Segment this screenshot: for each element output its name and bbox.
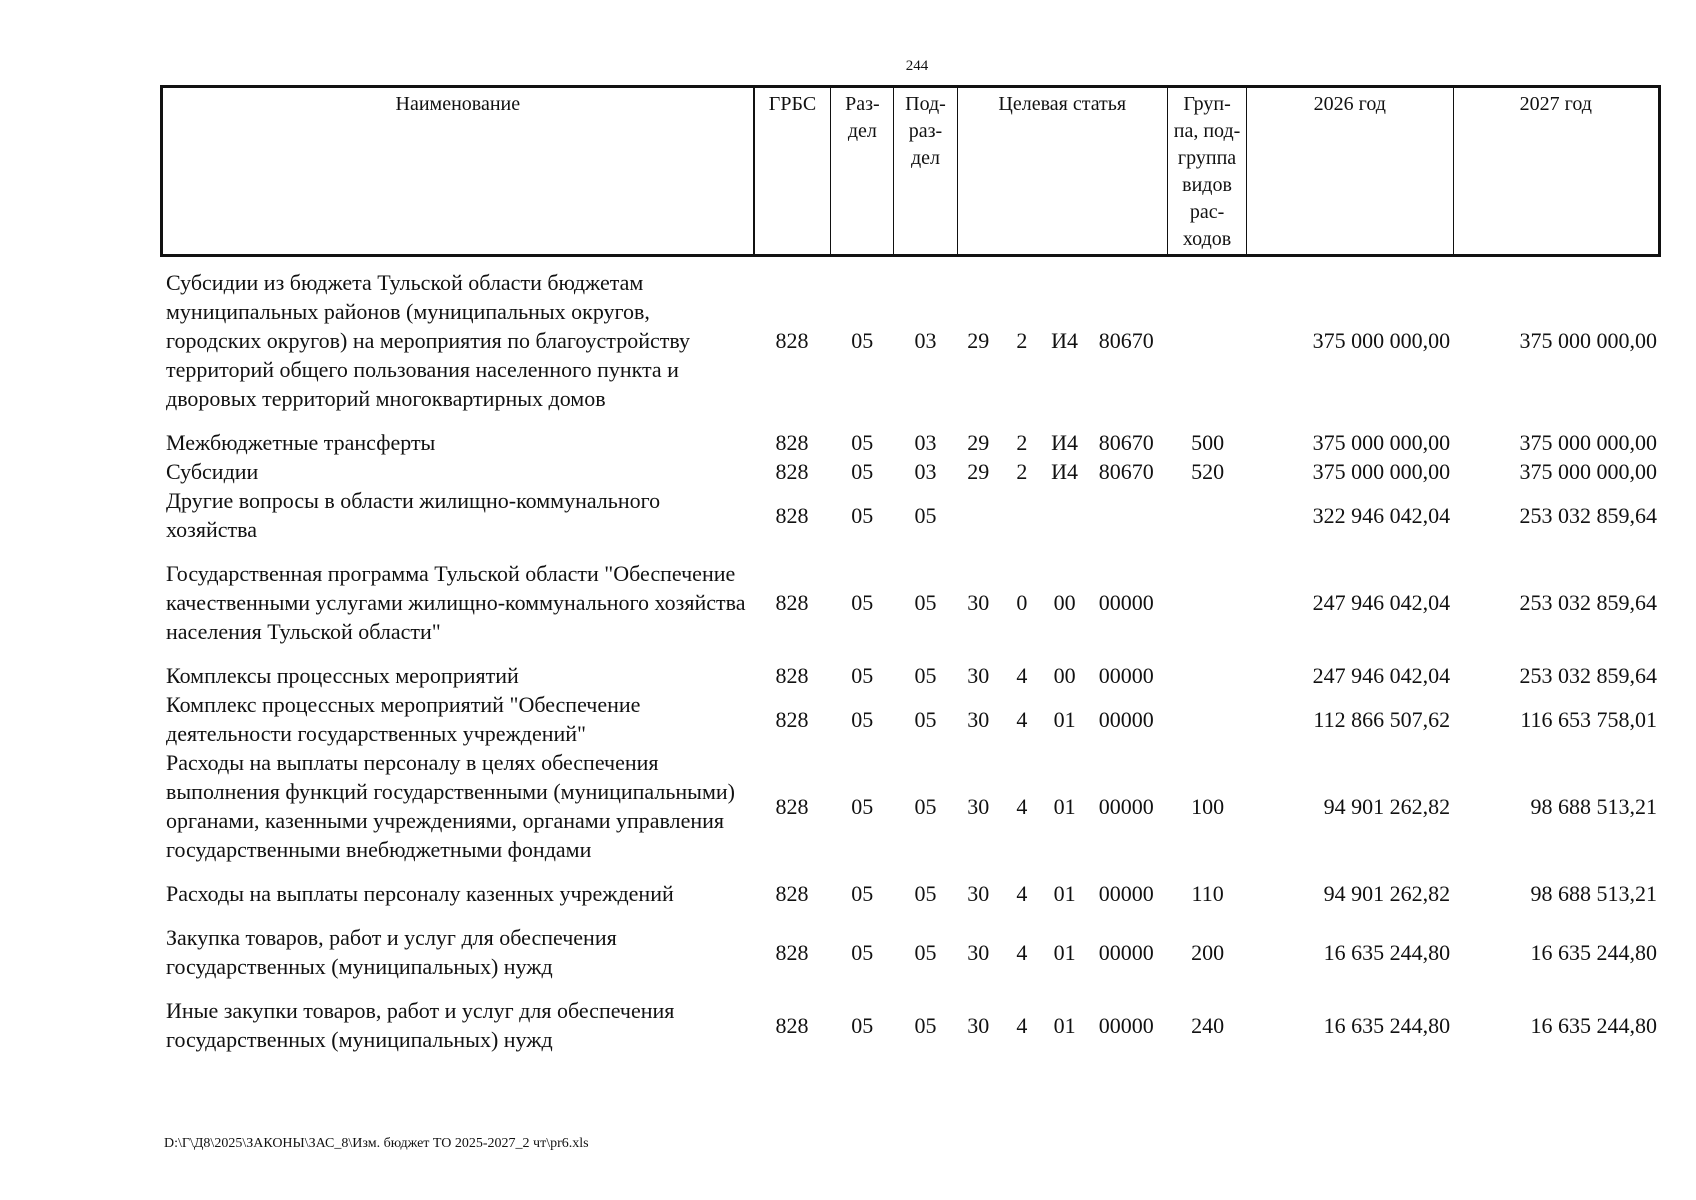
- row-amount-2026: 16 635 244,80: [1323, 939, 1451, 965]
- row-target-type: 2: [1016, 430, 1028, 455]
- row-target-program: 30: [967, 939, 990, 965]
- row-target-program: 30: [967, 663, 990, 688]
- row-target-program: 30: [967, 590, 990, 615]
- header-target-article: [957, 87, 1167, 256]
- row-expense-group: 500: [1191, 430, 1225, 455]
- header-year-2027-label: 2027 год: [1519, 93, 1592, 115]
- header-year-2026-label: 2026 год: [1313, 93, 1386, 115]
- row-subsection: 03: [914, 459, 937, 484]
- row-target-type: 2: [1016, 328, 1028, 353]
- row-expense-group: 200: [1191, 939, 1225, 965]
- table-row: [160, 428, 1661, 457]
- row-target-program: [957, 486, 999, 559]
- row-subsection: 05: [914, 502, 937, 528]
- header-target-article-label: Целевая статья: [998, 93, 1127, 115]
- row-subsection: 05: [914, 706, 937, 732]
- row-section: 05: [851, 663, 874, 688]
- row-grbs: 828: [775, 1012, 809, 1038]
- row-target-subprogram: 01: [1053, 706, 1076, 732]
- row-amount-2027: 253 032 859,64: [1519, 502, 1657, 528]
- row-target-direction: 00000: [1098, 590, 1154, 615]
- header-year-2026: [1247, 87, 1453, 256]
- file-path-footer: D:\Г\Д8\2025\ЗАКОНЫ\ЗАС_8\Изм. бюджет ТО 2025-2027_2 чт\pr6.xls: [164, 1136, 589, 1151]
- row-section: 05: [851, 939, 874, 965]
- row-grbs: 828: [775, 706, 809, 732]
- row-section: 05: [851, 430, 874, 455]
- row-target-direction: 00000: [1098, 793, 1154, 819]
- table-row: [160, 996, 1661, 1054]
- row-target-subprogram: 01: [1053, 939, 1076, 965]
- row-subsection: 05: [914, 939, 937, 965]
- header-section-label: Раз- дел: [845, 93, 880, 142]
- header-subsection: [894, 87, 957, 256]
- row-name: Закупка товаров, работ и услуг для обеспечения государственных (муниципальных) нужд: [166, 925, 617, 979]
- header-name-label: Наименование: [395, 93, 521, 115]
- row-target-program: 29: [967, 430, 990, 455]
- row-section: 05: [851, 328, 874, 353]
- table-row: [160, 690, 1661, 748]
- page-number: 244: [905, 58, 929, 74]
- table-row: [160, 748, 1661, 879]
- row-section: 05: [851, 881, 874, 906]
- row-target-direction: 00000: [1098, 1012, 1154, 1038]
- row-name: Расходы на выплаты персоналу в целях обеспечения выполнения функций государственными (муниципальными) органами, казенными учреждениями, органами управления государственными внебюджетными фондами: [166, 750, 735, 862]
- row-target-type: 4: [1016, 881, 1028, 906]
- row-expense-group: 100: [1191, 793, 1225, 819]
- row-amount-2026: 94 901 262,82: [1323, 793, 1451, 819]
- row-target-type: 4: [1016, 939, 1028, 965]
- row-name: Иные закупки товаров, работ и услуг для обеспечения государственных (муниципальных) нужд: [166, 998, 675, 1052]
- row-expense-group: 110: [1191, 881, 1224, 906]
- row-target-type: 4: [1016, 793, 1028, 819]
- table-header: [160, 85, 1661, 257]
- table-body: [160, 268, 1661, 1054]
- table-row: [160, 923, 1661, 996]
- table-row: [160, 486, 1661, 559]
- row-section: 05: [851, 459, 874, 484]
- row-target-direction: [1085, 486, 1168, 559]
- table-row: [160, 879, 1661, 923]
- row-amount-2027: 116 653 758,01: [1520, 706, 1657, 732]
- row-name: Субсидии из бюджета Тульской области бюджетам муниципальных районов (муниципальных округов, городских округов) на мероприятия по благоустройству территорий общего пользования населенного пункта и дворовых территорий многоквартирных домов: [166, 270, 690, 411]
- row-target-subprogram: 00: [1053, 663, 1076, 688]
- row-amount-2027: 98 688 513,21: [1530, 793, 1657, 819]
- row-target-type: [999, 486, 1044, 559]
- row-amount-2027: 16 635 244,80: [1530, 1012, 1657, 1038]
- row-expense-group: [1168, 268, 1247, 428]
- row-amount-2027: 253 032 859,64: [1519, 590, 1657, 615]
- table-row: [160, 457, 1661, 486]
- row-name: Субсидии: [166, 459, 259, 484]
- row-expense-group: [1168, 661, 1247, 690]
- row-amount-2026: 375 000 000,00: [1312, 459, 1451, 484]
- row-grbs: 828: [775, 590, 809, 615]
- row-expense-group: 520: [1191, 459, 1225, 484]
- row-name: Комплексы процессных мероприятий: [166, 663, 519, 688]
- table-row: [160, 661, 1661, 690]
- row-target-direction: 00000: [1098, 706, 1154, 732]
- row-target-subprogram: И4: [1051, 328, 1078, 353]
- row-target-type: 4: [1016, 706, 1028, 732]
- row-grbs: 828: [775, 502, 809, 528]
- row-expense-group: [1168, 690, 1247, 748]
- row-target-type: 4: [1016, 663, 1028, 688]
- row-grbs: 828: [775, 430, 809, 455]
- row-target-program: 30: [967, 1012, 990, 1038]
- row-grbs: 828: [775, 939, 809, 965]
- row-target-subprogram: 01: [1053, 793, 1076, 819]
- row-amount-2026: 94 901 262,82: [1323, 881, 1451, 906]
- row-amount-2027: 253 032 859,64: [1519, 663, 1657, 688]
- row-target-direction: 80670: [1098, 328, 1154, 353]
- row-grbs: 828: [775, 459, 809, 484]
- row-expense-group: [1168, 486, 1247, 559]
- header-expense-group: [1167, 87, 1246, 256]
- row-target-type: 0: [1016, 590, 1028, 615]
- row-amount-2026: 16 635 244,80: [1323, 1012, 1451, 1038]
- row-subsection: 05: [914, 663, 937, 688]
- budget-table: [160, 268, 1661, 1054]
- header-section: [831, 87, 894, 256]
- row-amount-2026: 112 866 507,62: [1313, 706, 1451, 732]
- row-amount-2026: 322 946 042,04: [1312, 502, 1451, 528]
- row-target-subprogram: 01: [1053, 881, 1076, 906]
- row-amount-2026: 375 000 000,00: [1312, 430, 1451, 455]
- header-expense-group-label: Груп- па, под- группа видов рас- ходов: [1173, 93, 1241, 250]
- row-subsection: 05: [914, 1012, 937, 1038]
- row-grbs: 828: [775, 663, 809, 688]
- row-target-direction: 80670: [1098, 430, 1154, 455]
- header-year-2027: [1453, 87, 1659, 256]
- row-target-type: 2: [1016, 459, 1028, 484]
- header-name: [162, 87, 754, 256]
- row-amount-2026: 247 946 042,04: [1312, 590, 1451, 615]
- row-section: 05: [851, 590, 874, 615]
- row-target-type: 4: [1016, 1012, 1028, 1038]
- row-target-program: 29: [967, 328, 990, 353]
- row-target-program: 30: [967, 881, 990, 906]
- row-amount-2027: 375 000 000,00: [1519, 430, 1657, 455]
- row-subsection: 03: [914, 430, 937, 455]
- row-target-direction: 00000: [1098, 663, 1154, 688]
- row-target-direction: 80670: [1098, 459, 1154, 484]
- table-row: [160, 268, 1661, 428]
- row-name: Комплекс процессных мероприятий "Обеспечение деятельности государственных учреждений": [166, 692, 641, 746]
- row-subsection: 05: [914, 793, 937, 819]
- row-amount-2027: 16 635 244,80: [1530, 939, 1657, 965]
- row-target-direction: 00000: [1098, 939, 1154, 965]
- row-target-subprogram: 00: [1053, 590, 1076, 615]
- row-expense-group: [1168, 559, 1247, 661]
- row-name: Государственная программа Тульской области "Обеспечение качественными услугами жилищно-коммунального хозяйства населения Тульской области": [166, 561, 746, 644]
- row-target-subprogram: И4: [1051, 430, 1078, 455]
- row-section: 05: [851, 793, 874, 819]
- table-row: [160, 559, 1661, 661]
- row-subsection: 05: [914, 881, 937, 906]
- header-grbs: [754, 87, 831, 256]
- row-section: 05: [851, 706, 874, 732]
- row-subsection: 05: [914, 590, 937, 615]
- header-grbs-label: ГРБС: [768, 93, 817, 115]
- row-subsection: 03: [914, 328, 937, 353]
- row-name: Другие вопросы в области жилищно-коммунального хозяйства: [166, 488, 661, 542]
- row-target-program: 30: [967, 706, 990, 732]
- row-section: 05: [851, 1012, 874, 1038]
- row-name: Расходы на выплаты персоналу казенных учреждений: [166, 881, 674, 906]
- row-amount-2026: 375 000 000,00: [1312, 328, 1451, 353]
- row-amount-2027: 375 000 000,00: [1519, 328, 1657, 353]
- row-target-subprogram: [1044, 486, 1084, 559]
- row-grbs: 828: [775, 328, 809, 353]
- row-target-program: 29: [967, 459, 990, 484]
- row-grbs: 828: [775, 793, 809, 819]
- row-name: Межбюджетные трансферты: [166, 430, 436, 455]
- row-expense-group: 240: [1191, 1012, 1225, 1038]
- row-amount-2026: 247 946 042,04: [1312, 663, 1451, 688]
- row-section: 05: [851, 502, 874, 528]
- row-target-subprogram: И4: [1051, 459, 1078, 484]
- row-target-subprogram: 01: [1053, 1012, 1076, 1038]
- row-target-direction: 00000: [1098, 881, 1154, 906]
- row-amount-2027: 375 000 000,00: [1519, 459, 1657, 484]
- header-subsection-label: Под- раз- дел: [905, 93, 946, 169]
- row-grbs: 828: [775, 881, 809, 906]
- row-target-program: 30: [967, 793, 990, 819]
- row-amount-2027: 98 688 513,21: [1530, 881, 1657, 906]
